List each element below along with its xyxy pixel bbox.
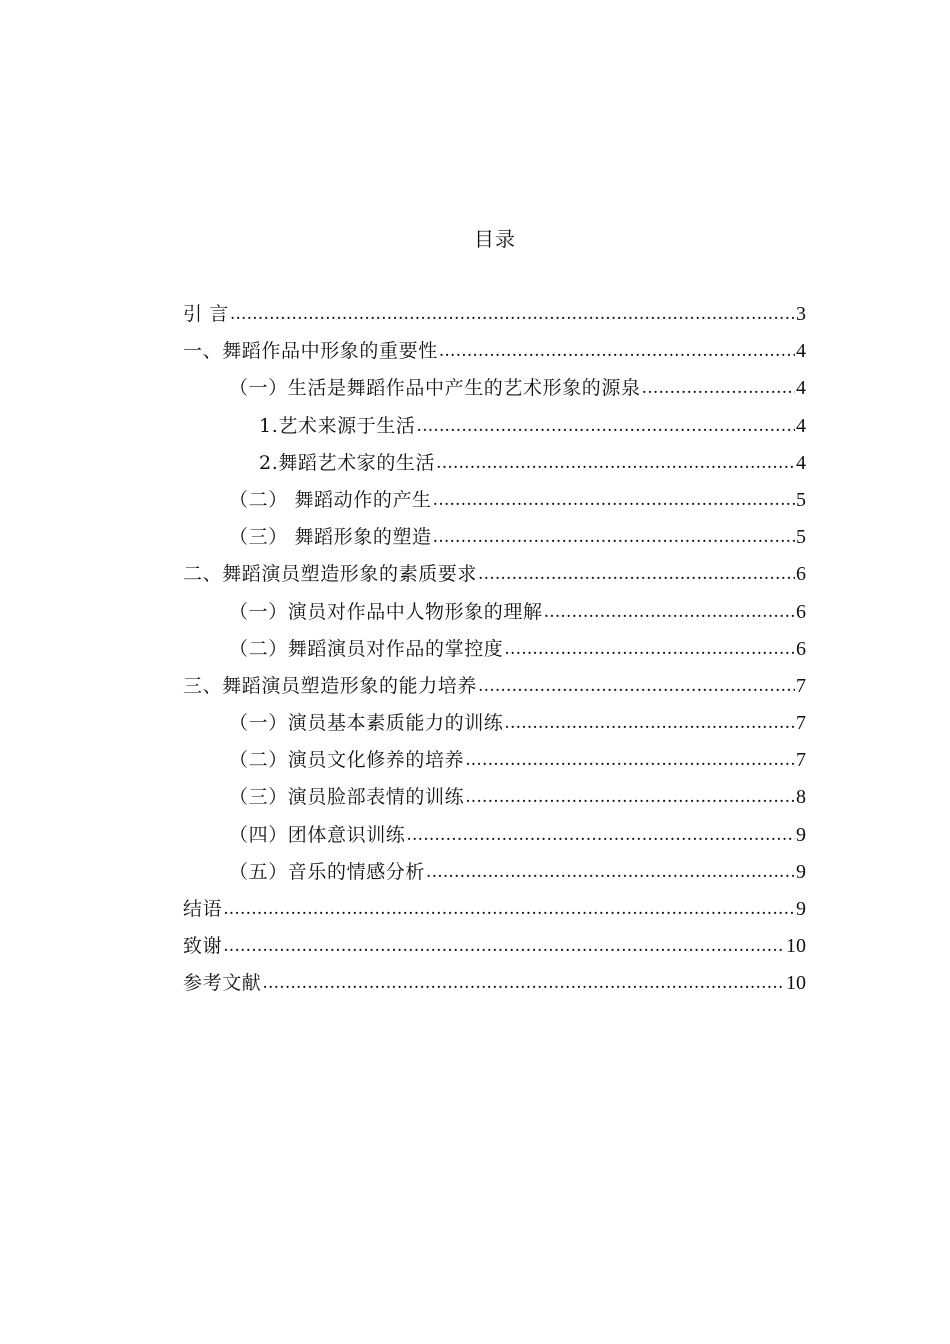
toc-entry-label: （二） 舞蹈动作的产生 [229, 488, 432, 511]
toc-entry-section-3-3[interactable] [183, 782, 806, 819]
dot-leader [223, 931, 785, 961]
toc-entry-label: （四）团体意识训练 [229, 823, 406, 846]
toc-entry-label: （二）演员文化修养的培养 [229, 749, 465, 772]
toc-entry-section-1-1[interactable] [183, 373, 806, 410]
dot-leader [478, 559, 795, 589]
toc-entry-label: 1.艺术来源于生活 [259, 414, 416, 437]
toc-entry-section-3-2[interactable] [183, 745, 806, 782]
toc-entry-label: 三、舞蹈演员塑造形象的能力培养 [183, 674, 478, 697]
toc-entry-label: 引 言 [183, 303, 229, 325]
toc-entry-section-2-2[interactable] [183, 634, 806, 671]
toc-entry-page: 8 [796, 786, 806, 809]
toc-entry-page: 6 [796, 600, 806, 623]
toc-entry-chapter-2[interactable] [183, 559, 806, 596]
dot-leader [436, 448, 795, 478]
dot-leader [478, 671, 795, 701]
toc-title: 目录 [474, 227, 516, 251]
dot-leader [262, 968, 785, 998]
dot-leader [433, 485, 795, 515]
dot-leader [504, 634, 795, 664]
dot-leader [642, 373, 795, 403]
dot-leader [426, 857, 795, 887]
dot-leader [417, 411, 795, 441]
dot-leader [465, 782, 795, 812]
dot-leader [544, 597, 795, 627]
toc-entry-page: 9 [796, 823, 806, 846]
toc-entry-label: （一）生活是舞蹈作品中产生的艺术形象的源泉 [229, 377, 641, 400]
toc-entry-page: 7 [796, 674, 806, 697]
toc-entry-page: 4 [796, 340, 806, 363]
toc-entry-section-2-1[interactable] [183, 597, 806, 634]
toc-entry-chapter-3[interactable] [183, 671, 806, 708]
toc-entry-section-1-3[interactable] [183, 522, 806, 559]
toc-entry-acknowledgements[interactable] [183, 931, 806, 968]
toc-entry-page: 6 [796, 563, 806, 586]
toc-entry-page: 5 [796, 526, 806, 549]
toc-entry-label: （五）音乐的情感分析 [229, 860, 426, 883]
toc-entry-page: 4 [796, 414, 806, 437]
toc-entry-subsection-1-1-1[interactable] [183, 411, 806, 448]
dot-leader [504, 708, 795, 738]
dot-leader [230, 299, 795, 329]
toc-entry-label: 致谢 [183, 935, 223, 958]
toc-entry-introduction[interactable] [183, 299, 806, 336]
toc-entry-label: （一）演员基本素质能力的训练 [229, 712, 504, 735]
toc-entry-page: 4 [796, 377, 806, 400]
toc-entry-page: 6 [796, 637, 806, 660]
toc-entry-label: （一）演员对作品中人物形象的理解 [229, 600, 543, 623]
toc-entry-section-3-5[interactable] [183, 857, 806, 894]
toc-entry-page: 7 [796, 712, 806, 735]
table-of-contents [183, 299, 806, 1006]
toc-entry-label: （三）演员脸部表情的训练 [229, 786, 465, 809]
toc-entry-label: 一、舞蹈作品中形象的重要性 [183, 340, 438, 363]
toc-entry-label: 参考文献 [183, 972, 262, 995]
toc-entry-page: 10 [786, 935, 806, 958]
dot-leader [465, 745, 795, 775]
dot-leader [433, 522, 795, 552]
toc-entry-chapter-1[interactable] [183, 336, 806, 373]
toc-entry-page: 10 [786, 972, 806, 995]
toc-entry-references[interactable] [183, 968, 806, 1005]
toc-entry-label: （二）舞蹈演员对作品的掌控度 [229, 637, 504, 660]
toc-entry-page: 3 [796, 303, 806, 325]
toc-entry-label: 二、舞蹈演员塑造形象的素质要求 [183, 563, 478, 586]
toc-entry-section-3-4[interactable] [183, 820, 806, 857]
toc-entry-conclusion[interactable] [183, 894, 806, 931]
toc-entry-section-1-2[interactable] [183, 485, 806, 522]
toc-entry-section-3-1[interactable] [183, 708, 806, 745]
dot-leader [439, 336, 795, 366]
dot-leader [223, 894, 795, 924]
toc-entry-label: （三） 舞蹈形象的塑造 [229, 526, 432, 549]
toc-entry-page: 9 [796, 898, 806, 920]
toc-entry-page: 4 [796, 451, 806, 474]
toc-entry-page: 5 [796, 488, 806, 511]
toc-entry-page: 9 [796, 860, 806, 883]
dot-leader [406, 820, 795, 850]
toc-entry-page: 7 [796, 749, 806, 772]
toc-entry-subsection-1-1-2[interactable] [183, 448, 806, 485]
toc-entry-label: 2.舞蹈艺术家的生活 [259, 451, 436, 474]
toc-entry-label: 结语 [183, 898, 223, 920]
